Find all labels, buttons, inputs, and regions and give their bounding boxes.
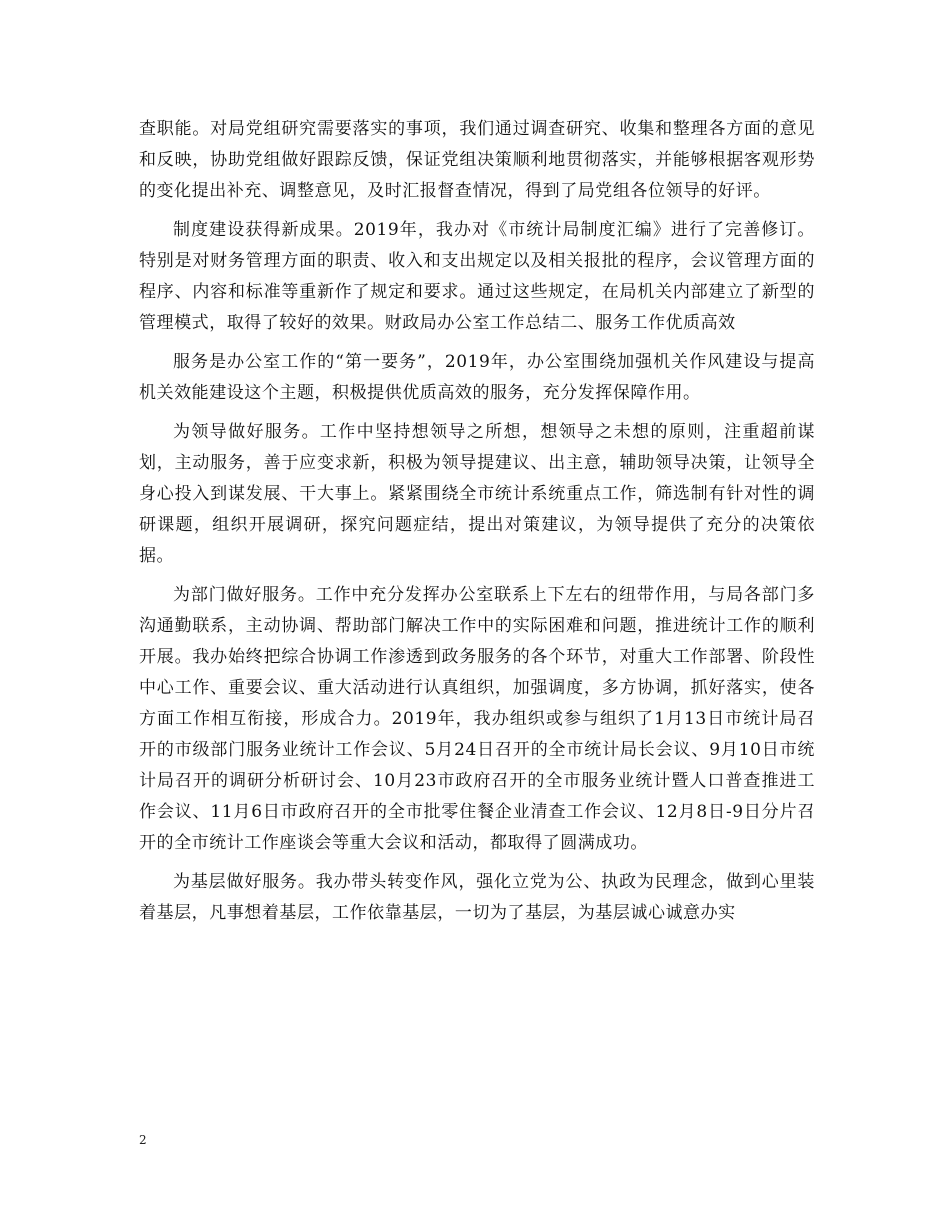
document-body — [139, 114, 815, 937]
paragraph-5: 为部门做好服务。工作中充分发挥办公室联系上下左右的纽带作用，与局各部门多沟通勤联系，主动协调、帮助部门解决工作中的实际困难和问题，推进统计工作的顺利开展。我办始终把综合协调工作渗透到政务服务的各个环节，对重大工作部署、阶段性中心工作、重要会议、重大活动进行认真组织，加强调度，多方协调，抓好落实，使各方面工作相互衔接，形成合力。2019年，我办组织或参与组织了1月13日市统计局召开的市级部门服务业统计工作会议、5月24日召开的全市统计局长会议、9月10日市统计局召开的调研分析研讨会、10月23市政府召开的全市服务业统计暨人口普查推进工作会议、11月6日市政府召开的全市批零住餐企业清查工作会议、12月8日-9日分片召开的全市统计工作座谈会等重大会议和活动，都取得了圆满成功。 — [139, 585, 815, 853]
paragraph-3: 服务是办公室工作的“第一要务”，2019年，办公室围绕加强机关作风建设与提高机关效能建设这个主题，积极提供优质高效的服务，充分发挥保障作用。 — [139, 352, 815, 403]
paragraph-4: 为领导做好服务。工作中坚持想领导之所想，想领导之未想的原则，注重超前谋划，主动服务，善于应变求新，积极为领导提建议、出主意，辅助领导决策，让领导全身心投入到谋发展、干大事上。紧紧围绕全市统计系统重点工作，筛选制有针对性的调研课题，组织开展调研，探究问题症结，提出对策建议，为领导提供了充分的决策依据。 — [139, 422, 815, 566]
paragraph-6: 为基层做好服务。我办带头转变作风，强化立党为公、执政为民理念，做到心里装着基层，凡事想着基层，工作依靠基层，一切为了基层，为基层诚心诚意办实 — [139, 872, 815, 923]
paragraph-2: 制度建设获得新成果。2019年，我办对《市统计局制度汇编》进行了完善修订。特别是对财务管理方面的职责、收入和支出规定以及相关报批的程序，会议管理方面的程序、内容和标准等重新作了规定和要求。通过这些规定，在局机关内部建立了新型的管理模式，取得了较好的效果。财政局办公室工作总结二、服务工作优质高效 — [139, 220, 815, 333]
page-number: 2 — [139, 1133, 147, 1147]
paragraph-1: 查职能。对局党组研究需要落实的事项，我们通过调查研究、收集和整理各方面的意见和反映，协助党组做好跟踪反馈，保证党组决策顺利地贯彻落实，并能够根据客观形势的变化提出补充、调整意见，及时汇报督查情况，得到了局党组各位领导的好评。 — [139, 119, 815, 201]
